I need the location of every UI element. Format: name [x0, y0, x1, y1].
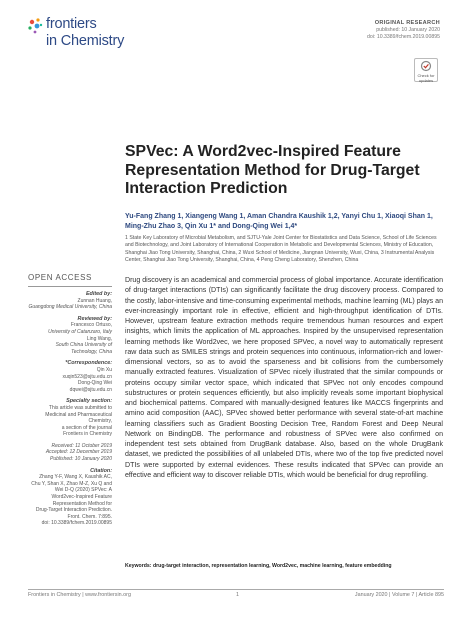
citation-block [28, 468, 112, 527]
keywords-label: Keywords: [125, 563, 152, 569]
journal-name-line1: frontiers [46, 16, 97, 32]
open-access-label: OPEN ACCESS [28, 273, 112, 287]
editor-affiliation: Guangdong Medical University, China [28, 304, 112, 311]
reviewed-by-heading: Reviewed by: [77, 315, 112, 322]
specialty-section-block [28, 398, 112, 438]
received-date: Received: 11 October 2019 [51, 442, 112, 449]
author-list[interactable]: Yu-Fang Zhang 1, Xiangeng Wang 1, Aman Chandra Kaushik 1,2, Yanyi Chu 1, Xiaoqi Shan 1, Ming-Zhu Zhao 3, Qin Xu 1* and Dong-Qing Wei 1,4* [125, 213, 433, 230]
citation-line: Representation Method for [52, 500, 112, 507]
journal-name-line2: in Chemistry [46, 33, 125, 49]
specialty-line: Chemistry, [88, 418, 112, 425]
specialty-line: Medicinal and Pharmaceutical [45, 411, 112, 418]
correspondent-name: Qin Xu [96, 366, 112, 373]
keywords-text: drug-target interaction, representation learning, Word2vec, machine learning, feature embedding [152, 563, 392, 569]
article-title: SPVec: A Word2vec-Inspired Feature Representation Method for Drug-Target Interaction Prediction [125, 143, 420, 198]
check-updates-icon [415, 59, 437, 73]
reviewer-affiliation: South China University of [55, 342, 112, 349]
reviewer-affiliation: Technology, China [71, 348, 112, 355]
citation-line: Zhang Y-F, Wang X, Kaushik AC, [39, 474, 112, 481]
correspondent-email[interactable]: xuqin523@sjtu.edu.cn [62, 373, 112, 380]
correspondent-email[interactable]: dqwei@sjtu.edu.cn [69, 386, 112, 393]
citation-line: Chu Y, Shan X, Zhao M-Z, Xu Q and [31, 480, 112, 487]
article-type: ORIGINAL RESEARCH [374, 20, 440, 26]
published-date: published: 10 January 2020 [376, 27, 440, 34]
correspondence-heading: *Correspondence: [65, 360, 112, 367]
edited-by-block [28, 291, 112, 311]
abstract: Drug discovery is an academical and commercial process of global importance. Accurate identification of drug-target interactions (DTIs) can significantly facilitate the drug discovery process. Compared to the costly, labor-intensive and time-consuming experimental methods, machine learning (ML) plays an ever-increasingly important role in effective, efficient and high-throughput identification of DTIs. However, upstream feature extraction methods require tremendous human resources and expert insights, which limits the application of ML approaches. Inspired by the unsupervised representation learning methods like Word2vec, we here proposed SPVec, a novel way to automatically represent raw data such as SMILES strings and protein sequences into continuous, information-rich and lower-dimensional vectors, so as to avoid the sparseness and bit collisions from the cumbersomely manually extracted features. Visualization of SPVec nicely illustrated that the similar compounds or proteins occupy similar vector space, which indicated that SPVec not only encodes compound substructures or protein sequences efficiently, but also implicitly reveals some important biophysical and biochemical patterns. Compared with manually-designed features like MACCS fingerprints and amino acid composition (AAC), SPVec showed better performance with several state-of-art machine learning classifiers such as Gradient Boosting Decision Tree, Random Forest and Deep Neural Network on BindingDB. The performance and robustness of SPVec were also confirmed on independent test sets obtained from DrugBank database. Also, based on the whole DrugBank dataset, we predicted the possibilities of all unlabeled DTIs, where two of the top five predicted novel DTIs were supported by external evidences. These results indicated that SPVec can provide an effective and efficient way to discover reliable DTIs, which would be beneficial for drug reprofiling. [125, 277, 443, 479]
check-updates-label: Check for updates [417, 73, 435, 83]
check-for-updates-button[interactable] [414, 58, 438, 82]
affiliations: 1 State Key Laboratory of Microbial Metabolism, and SJTU-Yale Joint Center for Biostatistics and Data Science, School of Life Sciences and Biotechnology, and Joint Laboratory of International Cooperation in Metabolic and Developmental Sciences, Ministry of Education, Shanghai Jiao Tong University, Shanghai, China, 2 Wuxi School of Medicine, Jiangnan University, Wuxi, China, 3 Instrumental Analysis Center, Shanghai Jiao Tong University, Shanghai, China, 4 Peng Cheng Laboratory, Shenzhen, China [125, 235, 437, 263]
citation-line: Word2vec-Inspired Feature [51, 494, 112, 501]
citation-line: Wei D-Q (2020) SPVec: A [54, 487, 112, 494]
correspondent-name: Dong-Qing Wei [77, 380, 112, 387]
keywords [125, 563, 443, 570]
article-meta [367, 20, 440, 42]
dates-block [28, 443, 112, 463]
journal-logo[interactable] [26, 14, 126, 54]
footer-journal-link[interactable]: Frontiers in Chemistry | www.frontiersin.org [28, 592, 131, 598]
citation-doi-link[interactable]: doi: 10.3389/fchem.2019.00895 [41, 520, 112, 527]
page-number: 1 [236, 592, 239, 598]
editor-name: Zunnan Huang, [77, 297, 112, 304]
citation-line: Front. Chem. 7:895. [67, 513, 112, 520]
reviewer-affiliation: University of Catanzaro, Italy [48, 328, 112, 335]
correspondence-block [28, 360, 112, 393]
reviewer-name: Francesco Ortuso, [70, 322, 112, 329]
reviewer-name: Ling Wang, [86, 335, 112, 342]
specialty-line: This article was submitted to [48, 404, 112, 411]
footer-volume-info: January 2020 | Volume 7 | Article 895 [354, 592, 444, 598]
specialty-line: a section of the journal [61, 424, 112, 431]
accepted-date: Accepted: 12 December 2019 [45, 449, 112, 456]
citation-heading: Citation: [90, 467, 112, 474]
footer-divider [28, 589, 444, 590]
specialty-heading: Specialty section: [66, 398, 112, 405]
specialty-line: Frontiers in Chemistry [63, 431, 112, 438]
reviewed-by-block [28, 316, 112, 356]
doi-link[interactable]: doi: 10.3389/fchem.2019.00895 [367, 34, 440, 41]
edited-by-heading: Edited by: [85, 291, 112, 297]
published-date-sidebar: Published: 10 January 2020 [50, 456, 112, 463]
article-sidebar [28, 291, 112, 532]
citation-line: Drug-Target Interaction Prediction. [35, 507, 112, 514]
